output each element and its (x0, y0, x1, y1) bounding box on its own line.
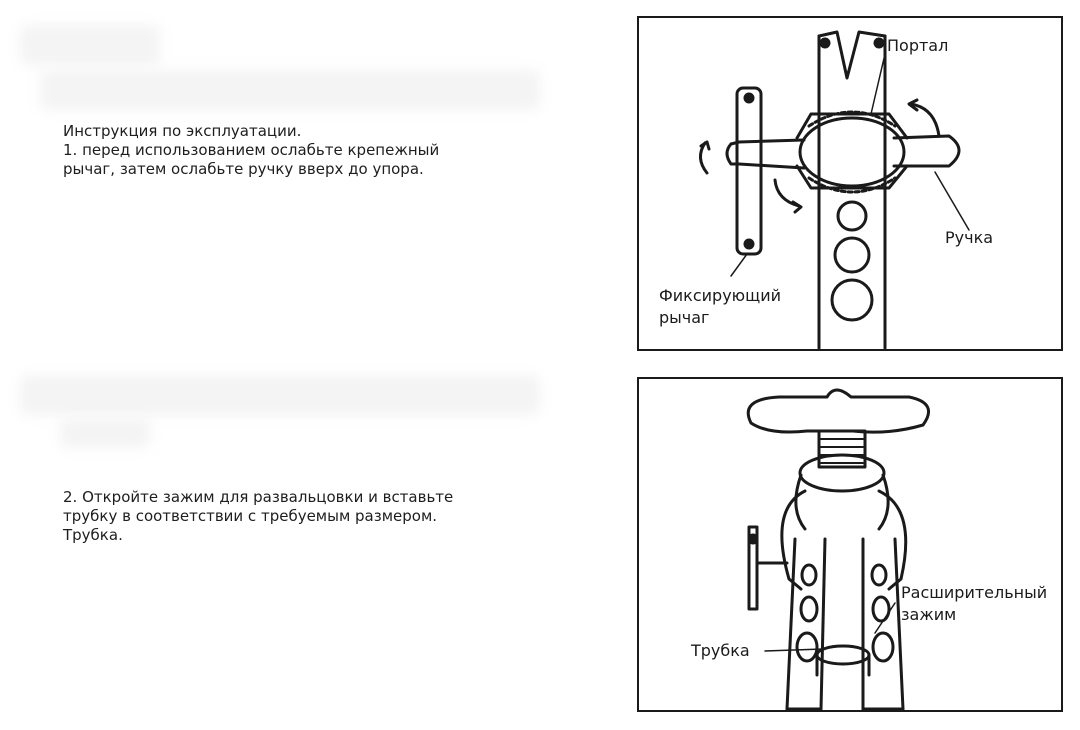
step1-line: Инструкция по эксплуатации. (63, 122, 302, 140)
step2-line: 2. Откройте зажим для развальцовки и вставьте (63, 488, 454, 506)
step2-line: Трубка. (63, 526, 123, 544)
label-flaring-clamp: зажим (901, 605, 957, 624)
faded-background-block (20, 375, 540, 415)
label-locking-lever: рычаг (659, 308, 710, 327)
label-handle: Ручка (945, 228, 994, 247)
step1-line: 1. перед использованием ослабьте крепежный (63, 141, 440, 159)
figure-flaring-clamp-tube (637, 377, 1063, 712)
faded-background-block (40, 70, 540, 110)
step2-instructions (63, 488, 453, 545)
step2-line: трубку в соответствии с требуемым размером. (63, 507, 438, 525)
faded-background-block (20, 25, 160, 65)
step1-instructions (63, 122, 439, 179)
label-tube: Трубка (691, 641, 750, 660)
label-flaring-clamp: Расширительный (901, 583, 1048, 602)
figure-flaring-tool-portal (637, 16, 1063, 351)
label-portal: Портал (887, 36, 949, 55)
step1-line: рычаг, затем ослабьте ручку вверх до упора. (63, 160, 424, 178)
faded-background-block (60, 418, 150, 448)
label-locking-lever: Фиксирующий (659, 286, 781, 305)
